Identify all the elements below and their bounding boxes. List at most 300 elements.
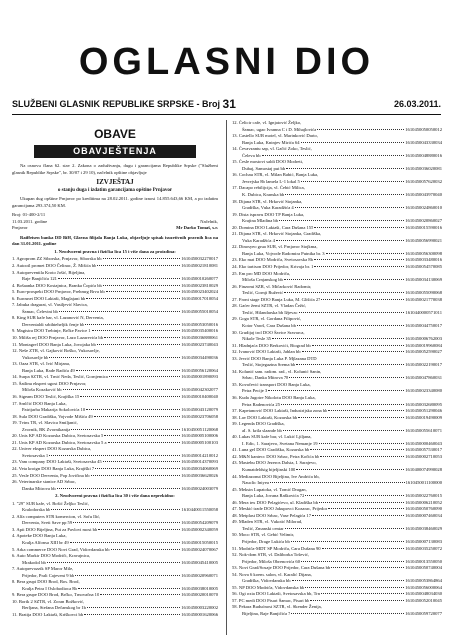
leader-dots xyxy=(310,448,404,450)
entry-name: 21. Unis KP AD Kozarska Dubica, Svetosavska 5 a xyxy=(12,439,107,445)
leader-dots xyxy=(109,375,180,377)
leader-dots xyxy=(301,180,404,182)
account-number: 1610450055610071 xyxy=(405,427,442,433)
account-number: 1610450011100000 xyxy=(405,480,442,486)
account-number: 1610450015050015 xyxy=(181,539,218,545)
entry-name: Banja Luka, Jovana Raškovića 72 xyxy=(242,493,305,499)
entry-name: Šamac, ugao Ivranna C i D. Mihajlovića xyxy=(242,126,317,132)
entry-name: 10. Borik 2 SZTR, vl. Zoran Božković, xyxy=(12,598,85,604)
entry-name: Krajina Mladina bb xyxy=(242,218,278,224)
leader-dots xyxy=(283,429,404,431)
report-title: IZVJEŠTAJ xyxy=(96,178,134,187)
leader-dots xyxy=(63,388,181,390)
leader-dots xyxy=(272,337,404,339)
account-number: 1610450036880061 xyxy=(181,335,218,341)
entry-name: 22. Dinosyeo grua SUR, vl. Prnjavor Stojkma, xyxy=(232,244,318,250)
entry-name: 58. Pekara Budućnost SZTR, vl. Skender Ženija, xyxy=(232,604,322,610)
entry-name: 21. Dijana STR, vl. Hrković Stojanka, Gradiška, xyxy=(232,231,322,237)
account-number: 1610450042302077 xyxy=(181,387,218,393)
entry-name: 7. Jabuka dragurat, vl. Vasiljević Slavica, xyxy=(12,302,88,308)
entry-name: 37. Kapetanović DOO Laktaši, Industrijska zona bb xyxy=(232,408,328,414)
leader-dots xyxy=(305,494,404,496)
bank-notice: Raiffeisen banka DD BiH, Glavna filijala Banja Luka, objavljuje spisak isuzetivnih pravnih lica na dan 31.01.2011. godine xyxy=(12,234,218,247)
entry-name: 49. Mladen STR, vl. Vukotić Milorad, xyxy=(232,519,303,525)
leader-dots xyxy=(321,298,404,300)
entry-name: 33. Jevrić DOO Banja Luka P. Mjlazana DTD xyxy=(232,355,317,361)
leader-dots xyxy=(319,501,404,503)
leader-dots xyxy=(49,356,180,358)
leader-dots xyxy=(70,541,181,543)
account-number: 1610450023340080 xyxy=(405,388,442,394)
list-item xyxy=(232,611,442,618)
account-number: 1610450050740004 xyxy=(405,565,442,571)
leader-dots xyxy=(73,521,180,523)
entry-name: 31. Hladnjaća DOO Berkovići, Biograd bb xyxy=(232,342,311,348)
account-number: 1610450022190017 xyxy=(405,362,442,368)
entry-name: 46. Mera tex DOO Pelagićevo, ul. Kladiška bb xyxy=(232,499,318,505)
account-number: 1610450024860010 xyxy=(405,205,442,211)
leader-dots xyxy=(314,258,404,260)
account-number: 1610450052590027 xyxy=(405,349,442,355)
entry-name: 14. Ćevavzantu sap, vl. Gačić Zoko, Teslić, xyxy=(232,146,312,152)
entry-name: 50. Moco STR, vl. Gebić Velimir, xyxy=(232,532,295,538)
list-item xyxy=(12,486,218,493)
leader-dots xyxy=(328,409,404,411)
entry-name: Mrakodol bb xyxy=(22,559,46,565)
entry-name: 18. Dijana STR, vl. Hrković Stojanka, xyxy=(232,198,303,204)
entry-name: Banja Luka, Vojvode Radomira Putnika br. 3 xyxy=(242,250,325,256)
entry-name: 5. Euro-prospekt DOO Prnjavor, Prehmrg Brva bb xyxy=(12,289,105,295)
entry-name: Teslić, Zmanski centar xyxy=(242,525,284,531)
leader-dots xyxy=(312,344,405,346)
leader-dots xyxy=(80,395,180,397)
entry-name: Ćeleva bb xyxy=(242,152,261,158)
leader-dots xyxy=(322,547,405,549)
leader-dots xyxy=(284,291,404,293)
leader-dots xyxy=(279,219,404,221)
entry-name: K. Dubica, Kranska bb xyxy=(242,192,285,198)
masthead-title: OGLASNI DIO xyxy=(78,41,375,83)
entry-name: I. Edic, 1. Sarajevo, Svetana Nemanje 19 xyxy=(242,440,318,446)
account-number: 1610450003220002 xyxy=(181,605,218,611)
account-number: 1610450010400040 xyxy=(181,393,218,399)
entry-name: Teslić, Gornji Ružević xyxy=(242,290,284,296)
entry-name: 24. Eko tartison DOO Prijedor, Krivaja br. 1 xyxy=(232,264,314,270)
entry-name: 16. Cochau STR, vl. Milan Babić, Banja Luka, xyxy=(232,172,319,178)
entry-name: Petra Pecije 3 xyxy=(242,388,268,394)
leader-dots xyxy=(104,336,180,338)
entry-name: 16. Sigeam DOO Teslić, Krajiška 15 xyxy=(12,393,80,399)
entry-name: Derventaldi srbihteheljik čenje bb xyxy=(22,321,85,327)
entry-name: Kralodorska bb xyxy=(22,507,51,513)
account-number: 1610450035250072 xyxy=(405,545,442,551)
leader-dots xyxy=(86,297,180,299)
account-number: 1610450032270017 xyxy=(181,256,218,262)
account-number: 1610450024003079 xyxy=(181,485,218,491)
entry-name: 15. Ćesle mostovi saldi DOO Modreti, xyxy=(232,159,304,165)
entry-name: 20. Domina DOO Laktaši, Cara Dušana 155 xyxy=(232,224,314,230)
leader-dots xyxy=(298,416,404,418)
account-number: 1610450005100006 xyxy=(181,433,218,439)
entry-name: Jevrejska 8b lamela L-1 lokal 5 xyxy=(242,178,300,184)
account-number: 1610450051290046 xyxy=(405,408,442,414)
issue-number: 31 xyxy=(222,97,236,111)
account-number: 1610450056120064 xyxy=(181,367,218,373)
entry-name: 13. Oaza STR, vl. Ivić Mirjana, xyxy=(12,361,71,367)
entry-name: Srbac, Danka Mitrova 78 xyxy=(242,375,289,381)
leader-dots xyxy=(75,574,180,576)
account-number: 1610400074990028 xyxy=(405,466,442,472)
account-number: 1610450001620066 xyxy=(181,612,218,617)
entry-name: Šamac, Ćelevini bb xyxy=(22,308,58,314)
entry-name: 25. Vesle DOO Derventa, Pop Jovičina bb xyxy=(12,472,90,478)
account-number: 1610450036620026 xyxy=(181,472,218,478)
entry-name: 8. King SUR kafe bar, vl. Lazanović N, Derventa, xyxy=(12,315,104,321)
meta-row: 11.03.2011. godine Načelnik, xyxy=(12,218,218,224)
gazette-title: SLUŽBENI GLASNIK REPUBLIKE SRPSKE - Broj xyxy=(12,99,221,109)
entry-name: Raje Banjičića 121 xyxy=(22,276,57,282)
leader-dots xyxy=(320,455,404,457)
account-number: 1610450020960071 xyxy=(181,572,218,578)
account-number: 1610450000460043 xyxy=(405,440,442,446)
leader-dots xyxy=(85,323,180,325)
gazette-name xyxy=(12,96,236,112)
leader-dots xyxy=(292,579,405,581)
leader-dots xyxy=(94,415,181,417)
account-number: 1610450048034030 xyxy=(405,591,442,597)
account-number: 1610450034060069 xyxy=(181,465,218,471)
leader-dots xyxy=(76,369,181,371)
entry-name: 30. Grudijaj trol DOO Šavice Sravarca, xyxy=(232,329,305,335)
entry-name: 10. Miliša rej DOO Prnjavor, Lazo Lazarevića bb xyxy=(12,335,104,341)
account-number: 1610450015590016 xyxy=(405,224,442,230)
account-number: 1610450023402024 xyxy=(181,289,218,295)
leader-dots xyxy=(319,442,405,444)
account-number: 1610450014370093 xyxy=(181,459,218,465)
entry-name: 7. Autoprevozzik SP Maror Mile, xyxy=(12,566,74,572)
account-number: 1610450021810081 xyxy=(181,263,218,269)
entry-name: Gradiška, Vuka Karadžića 4 xyxy=(242,205,294,211)
entry-name: 27. Front stage DOO Banja Luka, M. Glišića 27 xyxy=(232,296,321,302)
meta-row: Prnjavor Mr Darko Tomaš, s.r. xyxy=(12,225,218,231)
account-number: 1610450033480016 xyxy=(405,257,442,263)
leader-dots xyxy=(314,265,404,267)
account-number: 1610450038010005 xyxy=(181,585,218,591)
leader-dots xyxy=(103,284,180,286)
entry-name: 48. Metplast DOO Srbac, Vase Pelagića 17 xyxy=(232,512,312,518)
entry-name: Kotor Varoš, Cara Dušana bb xyxy=(242,322,296,328)
account-number: 1610450023706058 xyxy=(181,413,218,419)
entry-name: Gradiška, Vidovdanska bb xyxy=(242,578,291,584)
entry-name: 6. Auto Markir DOO Modriči, Kravajnica, xyxy=(12,553,91,559)
account-number: 1610450048880016 xyxy=(405,152,442,158)
account-number: 1610450020010070 xyxy=(181,592,218,598)
entry-name: Banja Luka, Rade Radića 49 xyxy=(22,367,75,373)
entry-name: 45. Meksin Lupatoka, vl. Tomić Dragan, xyxy=(232,486,307,492)
entry-name: Vukosavlje bb xyxy=(22,354,49,360)
account-number: 1610450043330034 xyxy=(405,139,442,145)
entry-name: 52. Nok-dom STR, vl. Daliborka Tošević, xyxy=(232,552,310,558)
entry-name: 18. Sula DOO Gradiška, Vojvode Mišića 49 xyxy=(12,413,93,419)
leader-dots xyxy=(291,540,404,542)
entry-name: 1. Agroprom ZZ Siborska, Prnjavor, Siborska bb xyxy=(12,256,102,262)
report-subtitle: o stanju duga i izdatim garancijama opštine Prnjavor xyxy=(57,188,173,194)
entry-name: 40. Lukas SUR kafe bar, vl. Lukić Ljiljana, xyxy=(232,434,312,440)
account-number: 1610450007130083 xyxy=(405,539,442,544)
leader-dots xyxy=(331,566,404,568)
leader-dots xyxy=(285,527,405,529)
account-number: 1610450035400016 xyxy=(181,328,218,334)
leader-dots xyxy=(296,468,404,470)
account-number: 1610450023810029 xyxy=(181,282,218,288)
leader-dots xyxy=(87,606,180,608)
entry-name: 4. Apoteke DOO Banja Luka, xyxy=(12,533,67,539)
entry-name: 34. Kolunić sam. radom. rad., vl. Kolunić Sanin, xyxy=(232,368,322,374)
leader-dots xyxy=(284,278,404,280)
account-number: 1610450044750017 xyxy=(405,322,442,328)
entry-name: 54. Nova 6 koem. salon, vl. Karalić Dijana, xyxy=(232,571,312,577)
account-number: 1610450036020081 xyxy=(405,165,442,171)
leader-dots xyxy=(328,507,404,509)
leader-dots xyxy=(59,310,180,312)
leader-dots xyxy=(71,428,180,430)
account-number: 1610450051120068 xyxy=(181,426,218,432)
leader-dots xyxy=(314,226,404,228)
account-number: 1610450017010054 xyxy=(181,295,218,301)
account-number: 1610450045410005 xyxy=(181,559,218,565)
account-number: 1610450056300098 xyxy=(405,250,442,256)
entry-name: Banja Luka, Kninjev Mirića 64 xyxy=(242,139,300,145)
leader-dots xyxy=(84,613,180,615)
account-number: 1610450056990021 xyxy=(405,237,442,243)
account-number: 1610450022760015 xyxy=(405,493,442,499)
entry-name: Petra Radenovića 25 xyxy=(242,401,281,407)
entry-name: 23. Vam company DOO Laktaši, Svetosavska 45 xyxy=(12,459,102,465)
entry-name: Kralja Alfonsa XIII br 49 xyxy=(22,539,69,545)
account-number: 1610450005100103 xyxy=(181,439,218,445)
list-item xyxy=(12,612,218,619)
account-number: 1610450032680095 xyxy=(405,401,442,407)
leader-dots xyxy=(299,311,405,313)
entry-name: 22. Univer ekspert DOO Kozarska Dubica, xyxy=(12,446,92,452)
entry-name: 17. Dacapo rebilijcija, vl. Ćebić Milica, xyxy=(232,185,305,191)
account-number: 1610450059720077 xyxy=(405,611,442,617)
entry-name: Vuka Karadžića 4 xyxy=(242,237,275,243)
leader-dots xyxy=(302,350,405,352)
leader-dots xyxy=(296,363,404,365)
entry-name: 57. PC medi DOO Pisari Šamac, Pisari bb xyxy=(232,597,310,603)
entry-name: Teslić, Hilandarska bb Ižjevac xyxy=(242,309,298,315)
leader-dots xyxy=(262,154,405,156)
entry-name: 32. Ivanović DOO Laktaši, Jablan bb xyxy=(232,349,301,355)
account-number: 1610450019960084 xyxy=(405,342,442,348)
report-text: Ukupan dug opštine Prnjavor po kreditima na 28.02.2011. godine iznosi 14.855.643,66 KM, a po izdatim garancijama 293.374,50 KM. xyxy=(12,196,218,208)
entry-name: Danka Mitrova bb xyxy=(22,485,56,491)
leader-dots xyxy=(108,441,181,443)
account-number: 1610450013550050 xyxy=(405,558,442,564)
account-number: 1610440000571011 xyxy=(405,309,442,315)
account-number: 1610450053864864 xyxy=(405,578,442,584)
account-number: 1610440011550058 xyxy=(181,507,218,513)
leader-dots xyxy=(268,389,404,391)
entry-name: 5. Arka commerce DOO Novi Grad, Vidovdanska bb xyxy=(12,546,110,552)
entry-name: Patrijarha Makarija Sokolovića 10 xyxy=(22,407,86,413)
entry-name: Prijedor, Prali Cajeveni 9 bb xyxy=(22,572,75,578)
leader-dots xyxy=(92,329,181,331)
section-banner: OBAVJEŠTENJA xyxy=(34,145,196,158)
entry-name: Bijeljina, Raje Banjičića 7 xyxy=(242,611,291,617)
entry-list-1 xyxy=(12,256,218,492)
leader-dots xyxy=(301,141,405,143)
leader-dots xyxy=(301,560,404,562)
account-number: 1610450038460029 xyxy=(405,525,442,531)
leader-dots xyxy=(281,403,404,405)
leader-dots xyxy=(312,514,404,516)
account-number: 1610450034130069 xyxy=(405,277,442,283)
entry-name: 11. Bratija DOO Laktaši, Kriškovci bb xyxy=(12,612,84,617)
entry-name: 28. Gaćer žemi SZTR, vl. Vladan Čežić, xyxy=(232,303,307,309)
leader-dots xyxy=(276,239,404,241)
leader-dots xyxy=(321,592,404,594)
account-number: 1610450055010054 xyxy=(181,308,218,314)
entry-name: 4. Bošaanka DOO Kostajnica, Branka Ćopića bb xyxy=(12,282,102,288)
entry-name: Svetosavska 1 xyxy=(22,452,49,458)
entry-name: 47. Meskić trade DOO Jakupovci Kozarac, Prijedor xyxy=(232,506,328,512)
entry-name: 17. Srnlčić DOO Banja Luka, xyxy=(12,400,67,406)
leader-dots xyxy=(310,599,404,601)
leader-dots xyxy=(103,257,181,259)
account-number: 1610450014210012 xyxy=(181,452,218,458)
leader-dots xyxy=(78,587,180,589)
entry-name: 38. Lav DOO Laktaši, Kozarska bb xyxy=(232,414,298,420)
meta-row: Broj: 01-400-2/11 xyxy=(12,212,46,218)
entry-name: 56. Ogi oxia DOO Laktaši, Svetosavska bb, Trn xyxy=(232,591,321,597)
account-number: 1610450006210052 xyxy=(405,499,442,505)
leader-dots xyxy=(286,167,404,169)
leader-dots xyxy=(58,277,180,279)
right-column xyxy=(232,120,442,618)
entry-name: 36. Kuda Jugotre Nikolotu DOO Banja Luka, xyxy=(232,394,316,400)
entry-name: 3. Apii DOO Bijeljina, Put za Pavlovi most bb xyxy=(12,526,98,532)
account-number: 1610450047860031 xyxy=(405,375,442,381)
entry-name: 19. Dista ispravu DOO TP Banja Luka, xyxy=(232,211,305,217)
leader-dots xyxy=(270,481,405,483)
leader-dots xyxy=(305,586,404,588)
entry-name: Derventa, Sveti Save pp 59 xyxy=(22,520,73,526)
entry-name: Miloša Crnjanskog bb xyxy=(242,277,283,283)
entry-name: 2. Alfa computers STR komercion, vl. Sofu Ilić, xyxy=(12,513,101,519)
entry-name: 9. Magistra DOO Trebinje, Brčke Pavice 1 xyxy=(12,328,91,334)
entry-name: 6. Eurosnet DOO Laktaši, Maglajani bb xyxy=(12,295,86,301)
leader-dots xyxy=(86,408,180,410)
entry-name: 3. Autopreventila Kroto Jošić, Bijeljina, xyxy=(12,269,86,275)
left-column xyxy=(12,120,218,619)
leader-dots xyxy=(295,206,405,208)
entry-name: 44. Mediazonut DOO Bijeljina, Ive Andrića bb, xyxy=(232,473,320,479)
entry-name: 24. Veta kroign DOO Banja Luka, Krajiški 7 xyxy=(12,465,95,471)
account-number: 1610450002710053 xyxy=(405,453,442,459)
entry-name: 51. Modriča-MDT SP Modriča, Cara Dušana 90 xyxy=(232,545,321,551)
entry-name: Teslić, Stojegazina Srema bb xyxy=(242,362,296,368)
entry-name: 41. Luna gel DOO Gradiška, Kozarska bb xyxy=(232,447,310,453)
entry-name: 11. Montagrel DOO Banja Luka, Jovojaka bb xyxy=(12,341,96,347)
entry-name: 15. Šatlinu ekspert ugost DOO Prnjavor, xyxy=(12,380,87,386)
account-number: 1610450043970040 xyxy=(405,192,442,198)
entry-name: 35. Kovačević transport DOO Banja Luka, xyxy=(232,381,311,387)
account-number: 1610450054209079 xyxy=(181,520,218,526)
leader-dots xyxy=(97,264,180,266)
entry-name: Zvornik, BK Zvornikanija xyxy=(22,426,71,432)
leader-dots xyxy=(111,548,181,550)
entry-name: Miloša Kozaković bb xyxy=(22,387,62,393)
leader-dots xyxy=(326,252,405,254)
gazette-subhead xyxy=(12,96,441,112)
intro-paragraph: Na osnovu člana 62. stav 2. Zakona o zaduživanju, dugu i garancijama Republike Srpske ("Službeni glasnik Republike Srpske", br. 30/07 i 29 10), načelnik opštine objavljuje xyxy=(12,163,218,175)
account-number: 1610450055090068 xyxy=(405,290,442,296)
account-number: 1610450056000064 xyxy=(405,584,442,590)
leader-dots xyxy=(98,528,180,530)
account-number: 1610450057530017 xyxy=(405,447,442,453)
entry-name: 23. Eko mat DOO Modriča, Svetosavska 8b xyxy=(232,257,313,263)
entry-name: 9. Bera grupe DOO Brod, Brčko, Trnovačna 10 xyxy=(12,592,100,598)
column-divider xyxy=(226,120,227,635)
entry-name: 8. Bera grupi DOO Brod, Bos. Brod, xyxy=(12,579,80,585)
account-number: 1610450007460034 xyxy=(405,512,442,518)
leader-dots xyxy=(285,193,404,195)
leader-dots xyxy=(95,467,180,469)
account-number: 1610450050760090 xyxy=(405,506,442,512)
entry-name: Prijedor, Drage Lukića bb xyxy=(242,539,290,544)
entry-name: Nauclic Iniyea xyxy=(242,480,269,486)
entry-name: Dubaj, Samostaj put bb xyxy=(242,165,286,171)
entry-name: 42. M&N kantecc DOO Srbac, Petra Kočića bb xyxy=(232,453,320,459)
leader-dots xyxy=(106,290,181,292)
entry-name: 55. NP DOO Modriča, Vidovdanska bb xyxy=(232,584,305,590)
entry-name: 12. Neše ZTR, vl. Gajković Boško, Vukosavlje, xyxy=(12,348,100,354)
entry-name: 12. Ćelicir cafe, vl. Ignjatović Željko, xyxy=(232,120,302,125)
leader-dots xyxy=(97,343,180,345)
leader-dots xyxy=(47,561,180,563)
entry-name: 39. Legenda DOO Gradiška, xyxy=(232,421,285,427)
entry-name: 19. Tvins TR, vl. Slavica Smiljanić, xyxy=(12,420,78,426)
account-number: 1610450057620032 xyxy=(405,178,442,184)
account-number: 1610450034490036 xyxy=(181,354,218,360)
account-number: 1610450002340059 xyxy=(181,526,218,532)
account-number: 1610450019490009 xyxy=(405,414,442,420)
account-number: 1610450006762003 xyxy=(405,336,442,342)
leader-dots xyxy=(104,434,180,436)
leader-dots xyxy=(49,454,180,456)
leader-dots xyxy=(91,474,181,476)
section-title: OBAVE xyxy=(94,127,136,141)
leader-dots xyxy=(291,612,404,614)
entry-name: 26. Finzomi SZR, vl. Mičarković Radomir, xyxy=(232,283,312,289)
entry-name: 26. Veterinarske stanice AD Srbac, xyxy=(12,479,76,485)
entry-name: Berljana, Stefana Dečanskog br 1b xyxy=(22,605,86,611)
report-meta xyxy=(12,212,218,232)
account-number: 1610450050050012 xyxy=(405,126,442,132)
issue-date: 26.03.2011. xyxy=(393,99,441,109)
entry-name: Nikole Tesle 35 xyxy=(242,336,271,342)
entry-name: 43. Mastebu DOO Jezeros Dalsta, I. Sarajevo, xyxy=(232,460,317,466)
leader-dots xyxy=(103,460,181,462)
account-number: 1610450001890093 xyxy=(181,374,218,380)
account-number: 1610450053050016 xyxy=(181,321,218,327)
entry-name: 2. Autooil promet DOO Čelinac, Ž. Mišića bb xyxy=(12,263,97,269)
entry-name: 1. "29" SUR kafe, vl. Bošić Željko Teslić, xyxy=(12,500,89,506)
entry-name: 25. Em pro MD DOO Modriča, xyxy=(232,270,291,276)
account-number: 1610450024070067 xyxy=(181,546,218,552)
